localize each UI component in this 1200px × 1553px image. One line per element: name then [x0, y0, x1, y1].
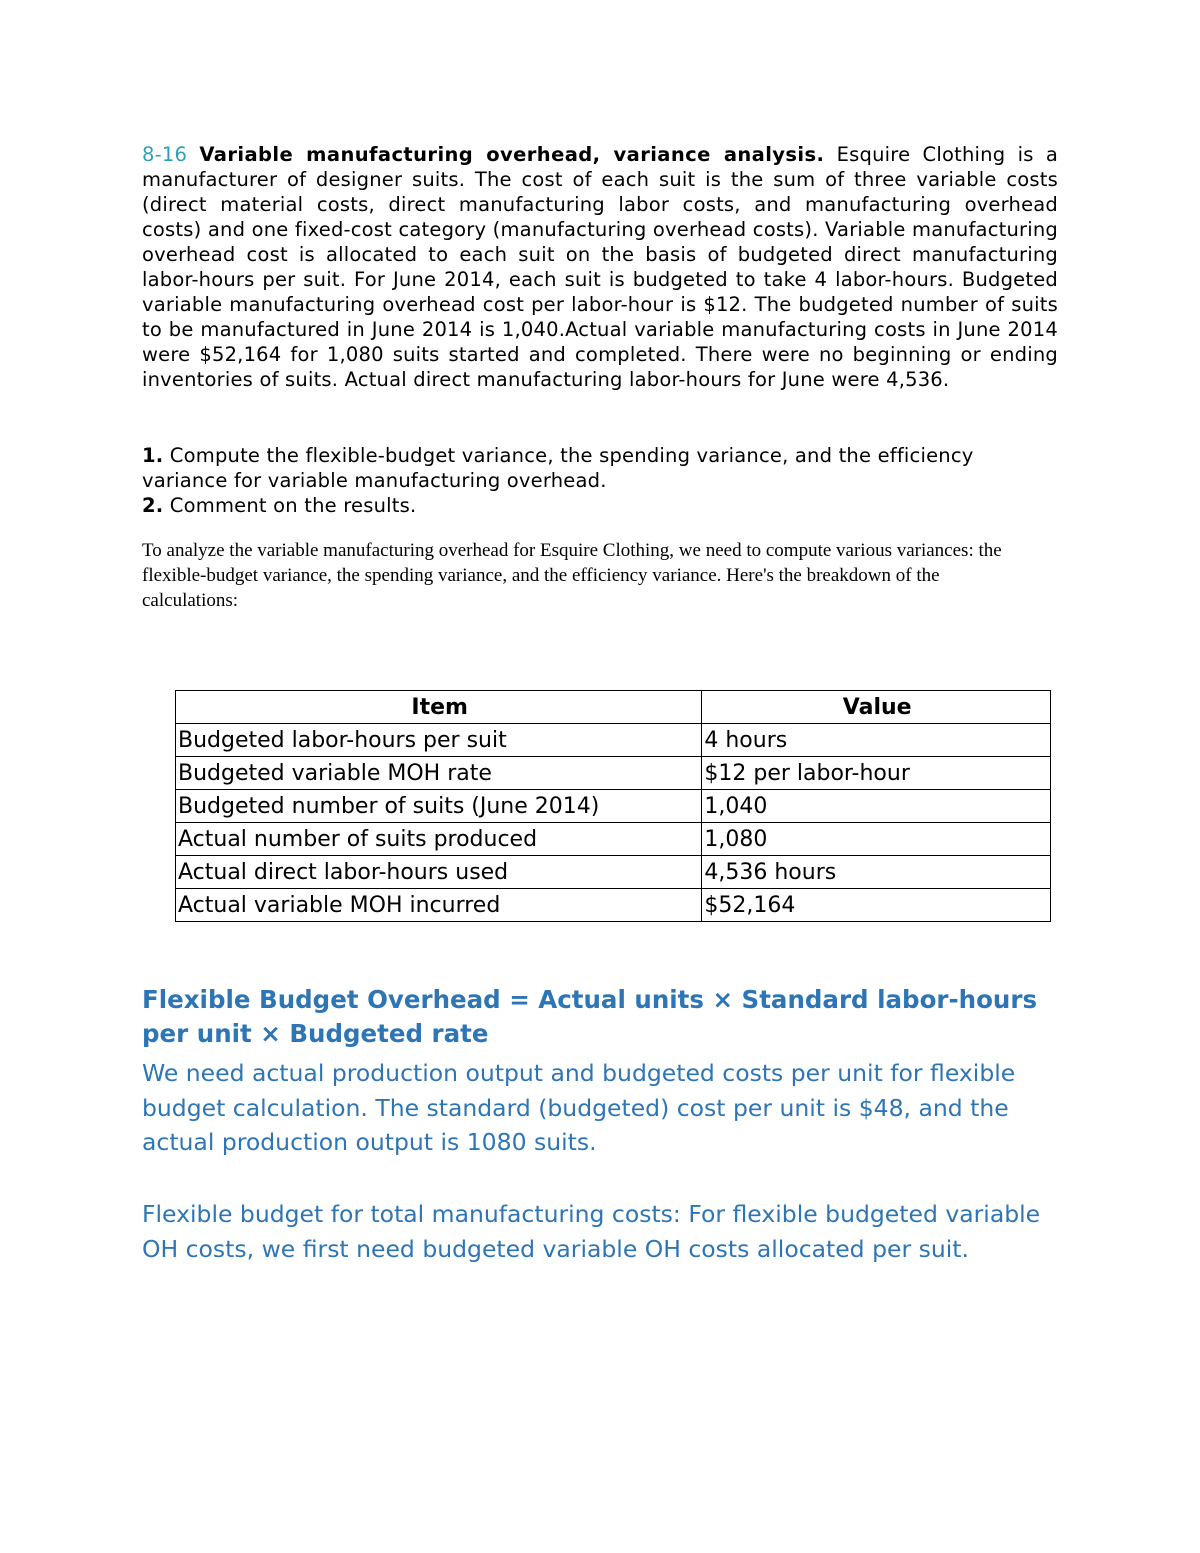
problem-statement: [142, 142, 1058, 392]
table-row: [176, 889, 1051, 922]
question-item: [142, 443, 1058, 493]
cell-item: Budgeted number of suits (June 2014): [176, 790, 702, 823]
cell-item: Actual variable MOH incurred: [176, 889, 702, 922]
column-header-value: Value: [702, 691, 1051, 724]
problem-title: Variable manufacturing overhead, variance analysis.: [199, 143, 825, 166]
cell-item: Actual number of suits produced: [176, 823, 702, 856]
cell-item: Budgeted labor-hours per suit: [176, 724, 702, 757]
cell-value: $12 per labor-hour: [702, 757, 1051, 790]
problem-body: Esquire Clothing is a manufacturer of designer suits. The cost of each suit is the sum of three variable costs (direct material costs, direct manufacturing labor costs, and manufacturing overhead costs) and one fixed-cost category (manufacturing overhead costs). Variable manufacturing overhead cost is allocated to each suit on the basis of budgeted direct manufacturing labor-hours per suit. For June 2014, each suit is budgeted to take 4 labor-hours. Budgeted variable manufacturing overhead cost per labor-hour is $12. The budgeted number of suits to be manufactured in June 2014 is 1,040.Actual variable manufacturing costs in June 2014 were $52,164 for 1,080 suits started and completed. There were no beginning or ending inventories of suits. Actual direct manufacturing labor-hours for June were 4,536.: [142, 143, 1059, 391]
cell-value: 1,080: [702, 823, 1051, 856]
question-text: Comment on the results.: [169, 494, 417, 517]
data-table: [175, 690, 1051, 922]
flexible-budget-paragraph: Flexible budget for total manufacturing costs: For flexible budgeted variable OH costs, we first need budgeted variable OH costs allocated per suit.: [142, 1200, 1041, 1263]
cell-item: Actual direct labor-hours used: [176, 856, 702, 889]
table-header-row: [176, 691, 1051, 724]
formula-heading: Flexible Budget Overhead = Actual units × Standard labor-hours per unit × Budgeted rate: [142, 985, 1038, 1048]
cell-item: Budgeted variable MOH rate: [176, 757, 702, 790]
table-row: [176, 724, 1051, 757]
question-number: 1.: [142, 444, 164, 467]
cell-value: 4 hours: [702, 724, 1051, 757]
table-row: [176, 757, 1051, 790]
table-row: [176, 790, 1051, 823]
analysis-intro: To analyze the variable manufacturing overhead for Esquire Clothing, we need to compute various variances: the flexible-budget variance, the spending variance, and the efficiency variance. Here's the breakdown of the calculations:: [142, 540, 1002, 611]
question-list: [142, 443, 1058, 518]
cell-value: 1,040: [702, 790, 1051, 823]
cell-value: $52,164: [702, 889, 1051, 922]
cell-value: 4,536 hours: [702, 856, 1051, 889]
table-row: [176, 856, 1051, 889]
table-row: [176, 823, 1051, 856]
explanation-paragraph: We need actual production output and budgeted costs per unit for flexible budget calculation. The standard (budgeted) cost per unit is $48, and the actual production output is 1080 suits.: [142, 1059, 1016, 1156]
question-number: 2.: [142, 494, 164, 517]
question-item: [142, 493, 1058, 518]
problem-number: 8-16: [142, 143, 188, 166]
column-header-item: Item: [176, 691, 702, 724]
question-text: Compute the flexible-budget variance, the spending variance, and the efficiency variance for variable manufacturing overhead.: [142, 444, 974, 492]
